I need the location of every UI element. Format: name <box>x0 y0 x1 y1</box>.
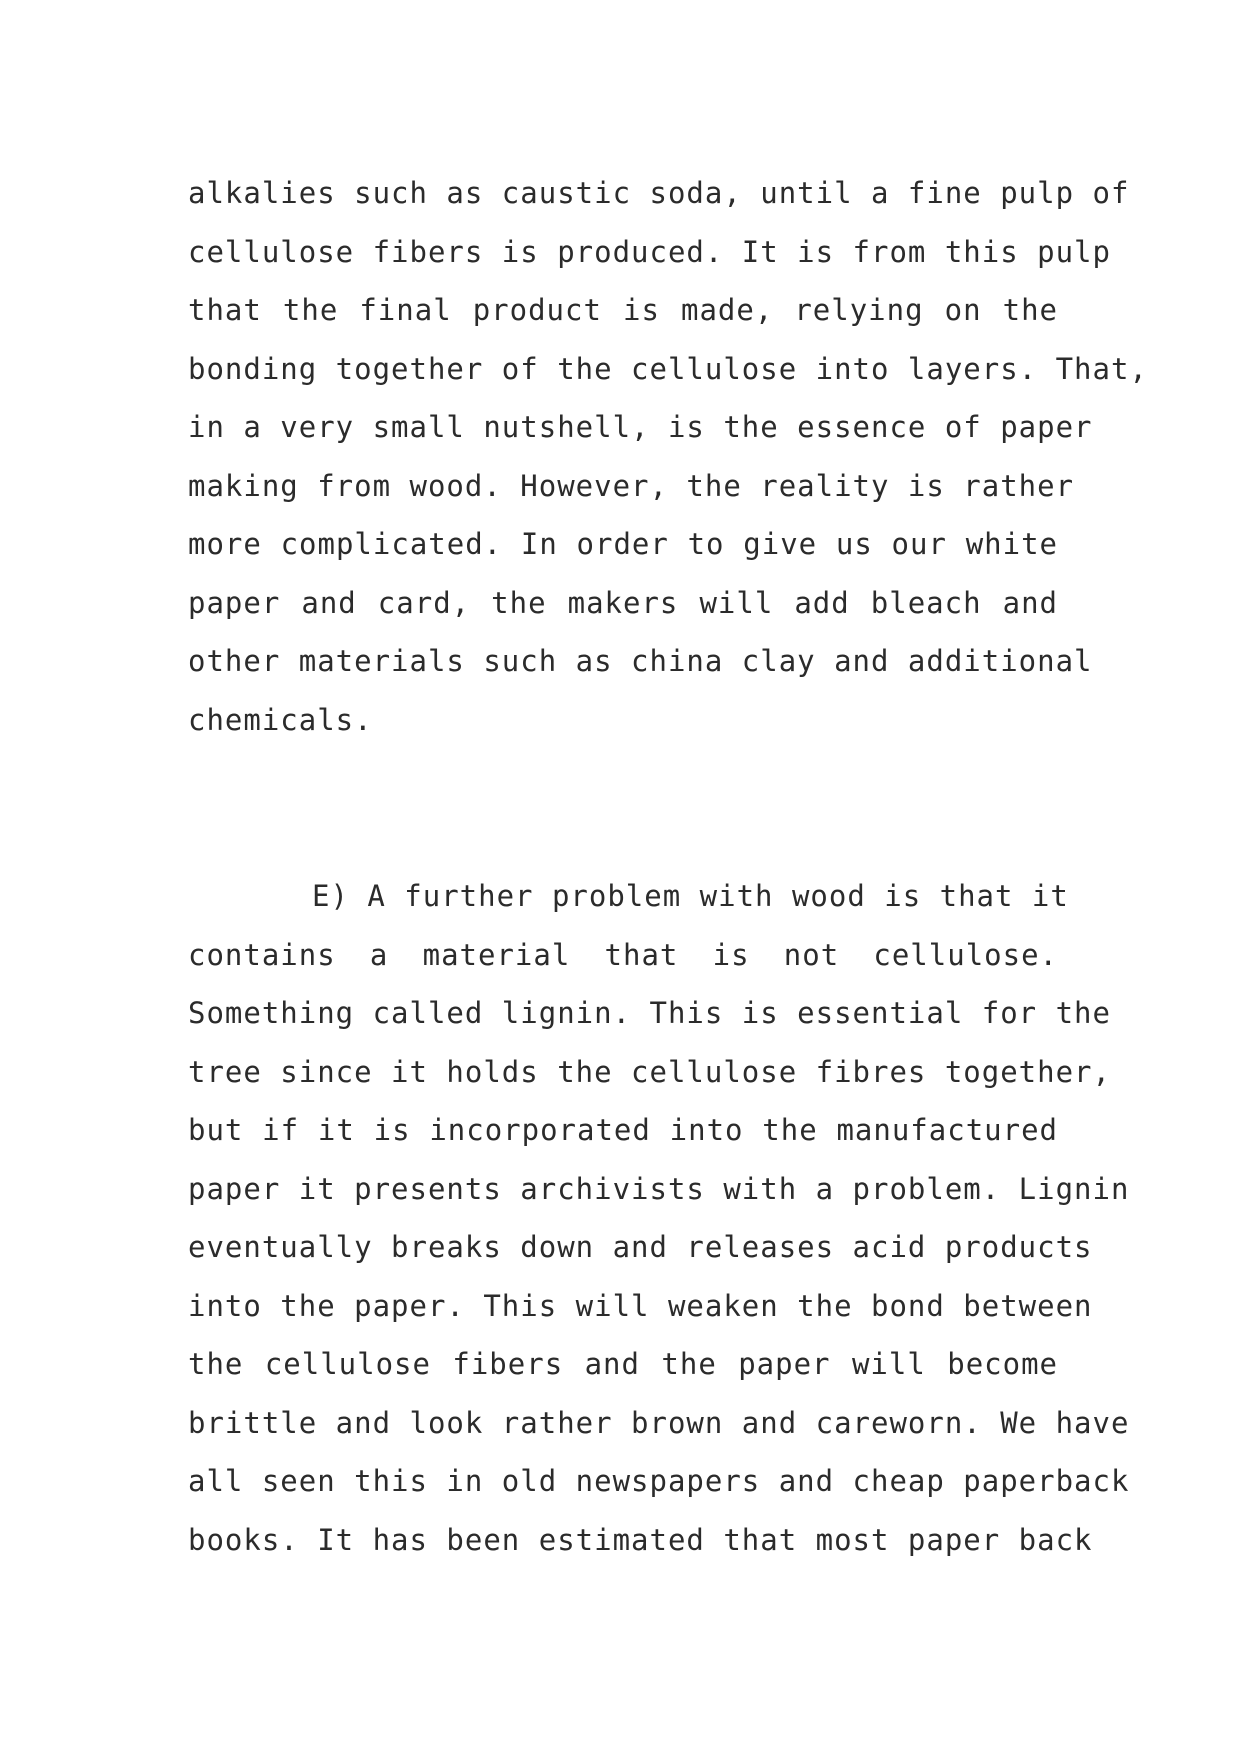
text-line: Something called lignin. This is essential for the <box>188 996 1111 1030</box>
text-line: all seen this in old newspapers and cheap paperback <box>188 1464 1130 1498</box>
text-line: eventually breaks down and releases acid products <box>188 1230 1093 1264</box>
text-line: cellulose fibers is produced. It is from this pulp <box>188 234 1111 269</box>
text-line: making from wood. However, the reality is rather <box>188 468 1075 503</box>
text-line: but if it is incorporated into the manufactured <box>188 1113 1058 1147</box>
text-line: more complicated. In order to give us our white <box>188 527 1058 561</box>
text-line: in a very small nutshell, is the essence of paper <box>188 410 1093 444</box>
text-line: paper it presents archivists with a problem. Lignin <box>188 1171 1130 1206</box>
text-line: paper and card, the makers will add bleach and <box>188 585 1058 620</box>
text-line: bonding together of the cellulose into layers. That, <box>188 351 1148 386</box>
text-line: tree since it holds the cellulose fibres together, <box>188 1054 1111 1089</box>
text-line: brittle and look rather brown and careworn. We have <box>188 1405 1130 1440</box>
text-line: contains a material that is not cellulose. <box>188 937 1058 972</box>
text-line: alkalies such as caustic soda, until a fine pulp of <box>188 176 1130 210</box>
paragraph-pulp-process <box>188 164 1148 749</box>
text-line: into the paper. This will weaken the bond between <box>188 1288 1093 1323</box>
text-line: chemicals. <box>188 702 373 737</box>
text-line: books. It has been estimated that most paper back <box>188 1522 1093 1557</box>
paragraph-lignin-problem <box>188 867 1130 1569</box>
text-line: that the final product is made, relying on the <box>188 293 1058 327</box>
text-line: E) A further problem with wood is that it <box>312 879 1069 913</box>
text-line: the cellulose fibers and the paper will become <box>188 1347 1058 1381</box>
text-line: other materials such as china clay and additional <box>188 644 1093 678</box>
